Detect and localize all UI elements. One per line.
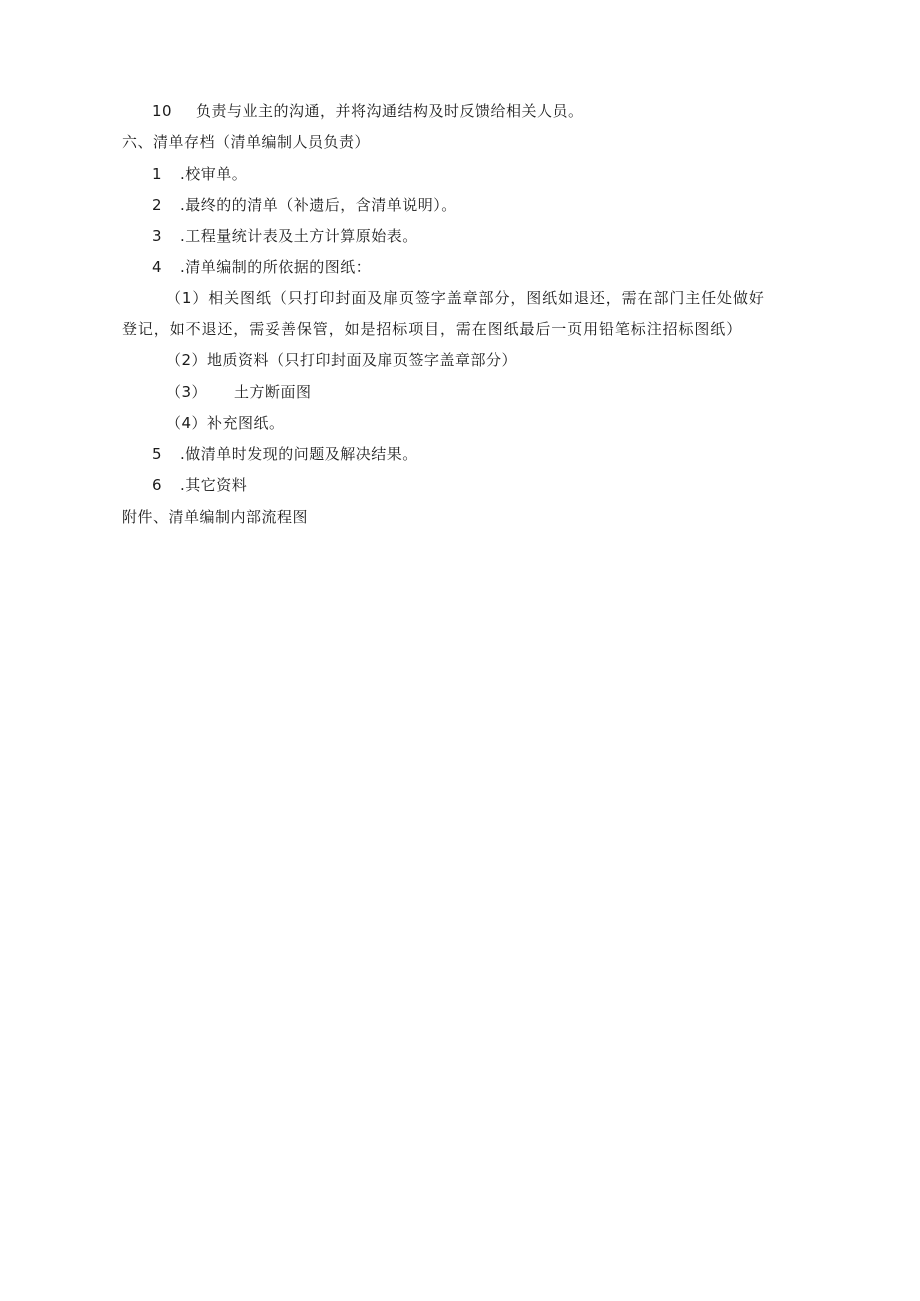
list-item-number: 1 xyxy=(152,165,163,183)
list-item-text: .最终的的清单（补遗后，含清单说明）。 xyxy=(180,196,457,214)
list-item xyxy=(152,195,457,215)
list-item-number: 4 xyxy=(152,258,163,276)
list-item xyxy=(152,164,247,184)
list-item xyxy=(152,444,418,464)
sub-item-text: （4）补充图纸。 xyxy=(166,414,285,432)
sub-item-number: （3） xyxy=(166,383,208,401)
sub-item-text: （1）相关图纸（只打印封面及扉页签字盖章部分，图纸如退还，需在部门主任处做好 xyxy=(166,289,765,307)
list-item xyxy=(152,226,418,246)
list-item-10 xyxy=(152,101,584,121)
sub-item-text: 登记，如不退还，需妥善保管，如是招标项目，需在图纸最后一页用铅笔标注招标图纸） xyxy=(122,320,743,338)
sub-item-text: 土方断面图 xyxy=(234,383,312,401)
list-item-text: .做清单时发现的问题及解决结果。 xyxy=(180,445,418,463)
list-item-number: 2 xyxy=(152,196,163,214)
list-item-text: .其它资料 xyxy=(180,476,248,494)
list-item-text: .清单编制的所依据的图纸： xyxy=(180,258,372,276)
list-item xyxy=(152,475,247,495)
section-heading: 六、清单存档（清单编制人员负责） xyxy=(122,133,371,151)
sub-item xyxy=(166,382,312,402)
list-item-number: 6 xyxy=(152,476,163,494)
sub-item-text: （2）地质资料（只打印封面及扉页签字盖章部分） xyxy=(166,351,518,369)
appendix-heading: 附件、清单编制内部流程图 xyxy=(122,508,309,526)
list-item-number: 10 xyxy=(152,102,173,120)
list-item-number: 3 xyxy=(152,227,163,245)
list-item-text: .校审单。 xyxy=(180,165,248,183)
list-item-text: .工程量统计表及土方计算原始表。 xyxy=(180,227,418,245)
list-item-text: 负责与业主的沟通，并将沟通结构及时反馈给相关人员。 xyxy=(196,102,584,120)
list-item xyxy=(152,257,371,277)
list-item-number: 5 xyxy=(152,445,163,463)
